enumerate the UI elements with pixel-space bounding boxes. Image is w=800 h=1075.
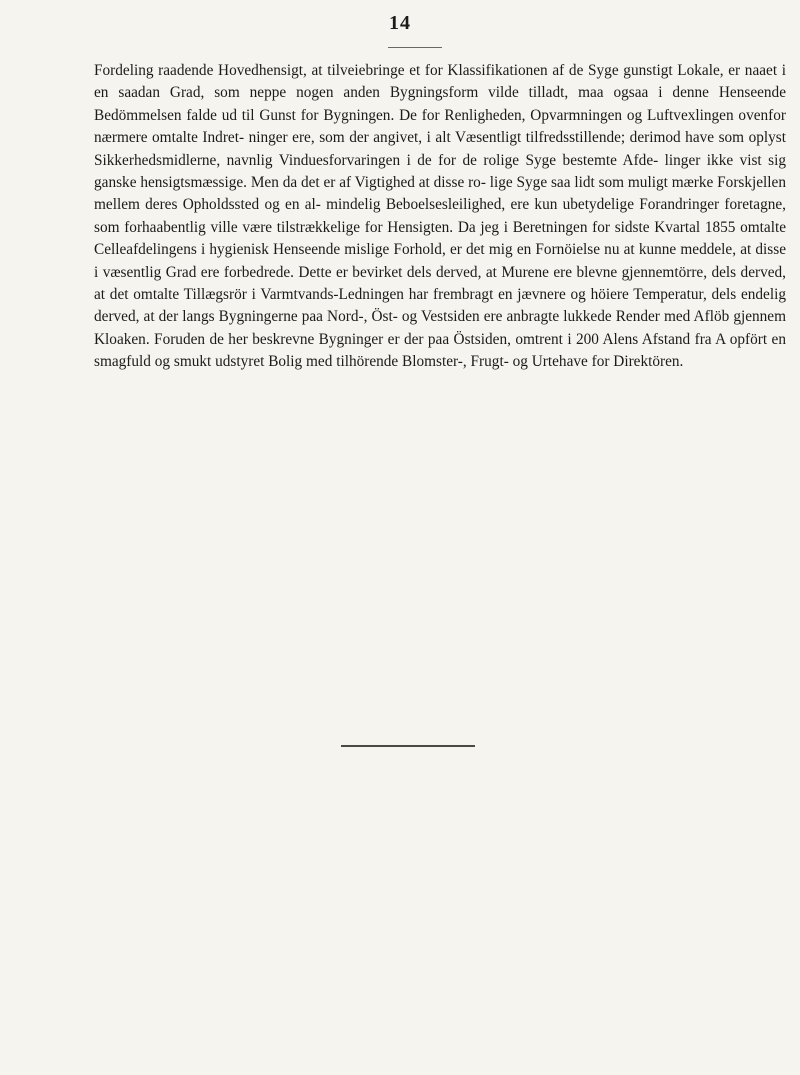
page-number: 14	[389, 12, 411, 34]
header-rule	[388, 47, 442, 48]
body-paragraph: Fordeling raadende Hovedhensigt, at tilveiebringe et for Klassifikationen af de Syge gunstigt Lokale, er naaet i en saadan Grad, som neppe nogen anden Bygningsform vilde tilladt, maa ogsaa i denne Henseende Bedömmelsen falde ud til Gunst for Bygningen. De for Renligheden, Opvarmningen og Luftvexlingen ovenfor nærmere omtalte Indret- ninger ere, som der angivet, i alt Væsentligt tilfredsstillende; derimod have som oplyst Sikkerhedsmidlerne, navnlig Vinduesforvaringen i de for de rolige Syge bestemte Afde- linger ikke vist sig ganske hensigtsmæssige. Men da det er af Vigtighed at disse ro- lige Syge saa lidt som muligt mærke Forskjellen mellem deres Opholdssted og en al- mindelig Beboelsesleilighed, ere kun ubetydelige Forandringer foretagne, som forhaabentlig ville være tilstrækkelige for Hensigten. Da jeg i Beretningen for sidste Kvartal 1855 omtalte Celleafdelingens i hygienisk Henseende mislige Forhold, er det mig en Fornöielse nu at kunne meddele, at disse i væsentlig Grad ere forbedrede. Dette er bevirket dels derved, at Murene ere blevne gjennemtörre, dels derved, at det omtalte Tillægsrör i Varmtvands-Ledningen har frembragt en jævnere og höiere Temperatur, dels endelig derved, at der langs Bygningerne paa Nord-, Öst- og Vestsiden ere anbragte lukkede Render med Aflöb gjennem Kloaken. Foruden de her beskrevne Bygninger er der paa Östsiden, omtrent i 200 Alens Afstand fra A opfört en smagfuld og smukt udstyret Bolig med tilhörende Blomster-, Frugt- og Urtehave for Direktören.	[94, 62, 786, 371]
section-divider-rule	[341, 745, 475, 747]
